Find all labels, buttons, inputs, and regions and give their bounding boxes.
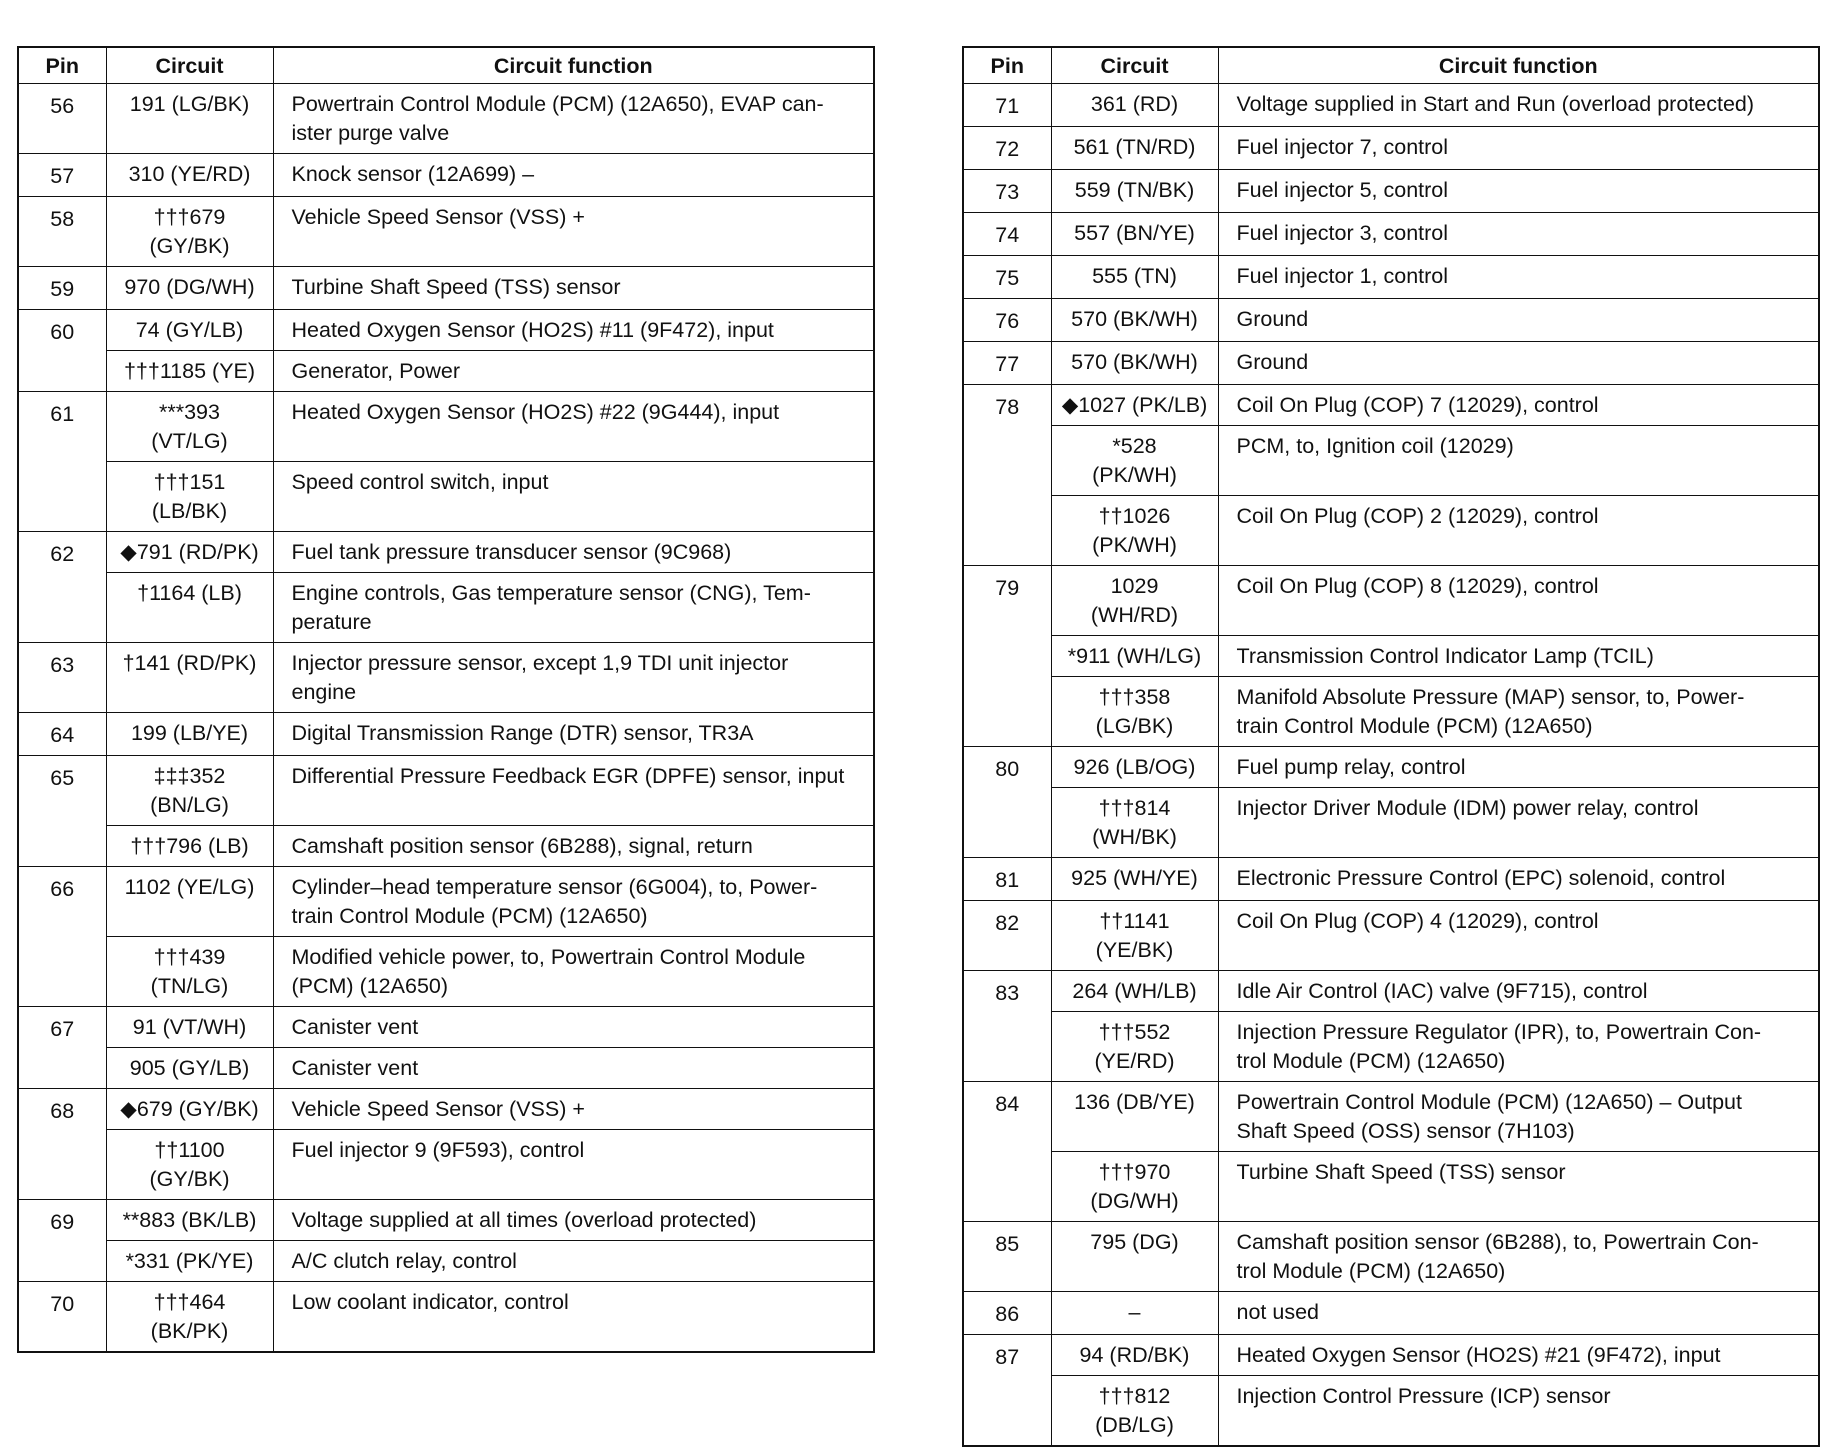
pin-number: 71	[963, 84, 1051, 127]
circuit-function: A/C clutch relay, control	[273, 1241, 874, 1282]
circuit-code: ‡‡‡352 (BN/LG)	[106, 756, 273, 826]
circuit-code: ◆1027 (PK/LB)	[1051, 385, 1218, 426]
circuit-code: 310 (YE/RD)	[106, 154, 273, 197]
pin-number: 67	[18, 1007, 106, 1089]
circuit-code: 557 (BN/YE)	[1051, 213, 1218, 256]
table-row	[963, 1222, 1819, 1292]
pin-number: 75	[963, 256, 1051, 299]
circuit-function: Knock sensor (12A699) –	[273, 154, 874, 197]
circuit-code: *528 (PK/WH)	[1051, 426, 1218, 496]
table-row	[18, 1130, 874, 1200]
circuit-code: 199 (LB/YE)	[106, 713, 273, 756]
pin-number: 79	[963, 566, 1051, 747]
pin-number: 64	[18, 713, 106, 756]
circuit-code: ††1026 (PK/WH)	[1051, 496, 1218, 566]
circuit-function: Vehicle Speed Sensor (VSS) +	[273, 1089, 874, 1130]
table-row	[963, 496, 1819, 566]
circuit-function: Heated Oxygen Sensor (HO2S) #22 (9G444), input	[273, 392, 874, 462]
circuit-code: ***393 (VT/LG)	[106, 392, 273, 462]
circuit-function: Fuel injector 3, control	[1218, 213, 1819, 256]
circuit-function: Ground	[1218, 342, 1819, 385]
circuit-code: 1029 (WH/RD)	[1051, 566, 1218, 636]
pin-number: 77	[963, 342, 1051, 385]
circuit-function: Voltage supplied at all times (overload protected)	[273, 1200, 874, 1241]
table-row	[18, 267, 874, 310]
table-row	[18, 756, 874, 826]
circuit-code: 559 (TN/BK)	[1051, 170, 1218, 213]
circuit-code: †††796 (LB)	[106, 826, 273, 867]
pin-table-right	[962, 46, 1820, 1447]
table-row	[963, 342, 1819, 385]
circuit-function: PCM, to, Ignition coil (12029)	[1218, 426, 1819, 496]
circuit-function: Fuel pump relay, control	[1218, 747, 1819, 788]
table-row	[18, 573, 874, 643]
table-body	[963, 84, 1819, 1447]
circuit-code: 795 (DG)	[1051, 1222, 1218, 1292]
pin-number: 78	[963, 385, 1051, 566]
table-row	[18, 1089, 874, 1130]
table-row	[18, 1007, 874, 1048]
circuit-function: Injection Pressure Regulator (IPR), to, Powertrain Con- trol Module (PCM) (12A650)	[1218, 1012, 1819, 1082]
circuit-code: †††151 (LB/BK)	[106, 462, 273, 532]
circuit-function: Generator, Power	[273, 351, 874, 392]
pin-number: 86	[963, 1292, 1051, 1335]
header-circuit: Circuit	[1051, 47, 1218, 84]
circuit-function: Fuel injector 9 (9F593), control	[273, 1130, 874, 1200]
table-row	[18, 351, 874, 392]
circuit-function: Camshaft position sensor (6B288), to, Powertrain Con- trol Module (PCM) (12A650)	[1218, 1222, 1819, 1292]
circuit-code: 570 (BK/WH)	[1051, 299, 1218, 342]
circuit-function: Engine controls, Gas temperature sensor (CNG), Tem- perature	[273, 573, 874, 643]
pin-number: 62	[18, 532, 106, 643]
circuit-code: 74 (GY/LB)	[106, 310, 273, 351]
table-row	[18, 84, 874, 154]
table-row	[963, 256, 1819, 299]
circuit-function: Turbine Shaft Speed (TSS) sensor	[273, 267, 874, 310]
table-row	[18, 867, 874, 937]
circuit-function: Powertrain Control Module (PCM) (12A650), EVAP can- ister purge valve	[273, 84, 874, 154]
circuit-code: 264 (WH/LB)	[1051, 971, 1218, 1012]
table-row	[963, 385, 1819, 426]
table-row	[18, 197, 874, 267]
table-row	[963, 127, 1819, 170]
circuit-function: Heated Oxygen Sensor (HO2S) #21 (9F472), input	[1218, 1335, 1819, 1376]
pin-number: 73	[963, 170, 1051, 213]
table-row	[963, 170, 1819, 213]
circuit-code: †141 (RD/PK)	[106, 643, 273, 713]
pin-number: 80	[963, 747, 1051, 858]
circuit-code: 926 (LB/OG)	[1051, 747, 1218, 788]
circuit-code: ◆679 (GY/BK)	[106, 1089, 273, 1130]
pin-number: 70	[18, 1282, 106, 1353]
circuit-code: –	[1051, 1292, 1218, 1335]
pin-number: 74	[963, 213, 1051, 256]
pin-number: 87	[963, 1335, 1051, 1447]
circuit-function: not used	[1218, 1292, 1819, 1335]
circuit-code: 970 (DG/WH)	[106, 267, 273, 310]
circuit-code: ◆791 (RD/PK)	[106, 532, 273, 573]
table-row	[963, 1376, 1819, 1447]
table-body	[18, 84, 874, 1353]
circuit-function: Canister vent	[273, 1007, 874, 1048]
table-row	[963, 1292, 1819, 1335]
table-row	[18, 937, 874, 1007]
circuit-code: †††679 (GY/BK)	[106, 197, 273, 267]
table-row	[963, 213, 1819, 256]
table-header-row	[18, 47, 874, 84]
pin-table-left	[17, 46, 875, 1353]
circuit-function: Injector Driver Module (IDM) power relay, control	[1218, 788, 1819, 858]
circuit-function: Modified vehicle power, to, Powertrain Control Module (PCM) (12A650)	[273, 937, 874, 1007]
circuit-code: 94 (RD/BK)	[1051, 1335, 1218, 1376]
circuit-function: Cylinder–head temperature sensor (6G004), to, Power- train Control Module (PCM) (12A650)	[273, 867, 874, 937]
circuit-code: †††358 (LG/BK)	[1051, 677, 1218, 747]
pin-number: 56	[18, 84, 106, 154]
table-row	[963, 1012, 1819, 1082]
pin-number: 66	[18, 867, 106, 1007]
pin-number: 61	[18, 392, 106, 532]
circuit-code: 925 (WH/YE)	[1051, 858, 1218, 901]
circuit-code: †††552 (YE/RD)	[1051, 1012, 1218, 1082]
pin-number: 65	[18, 756, 106, 867]
circuit-code: 561 (TN/RD)	[1051, 127, 1218, 170]
table-row	[963, 636, 1819, 677]
table-row	[18, 462, 874, 532]
circuit-function: Coil On Plug (COP) 4 (12029), control	[1218, 901, 1819, 971]
pin-number: 59	[18, 267, 106, 310]
table-row	[963, 1335, 1819, 1376]
circuit-code: †††812 (DB/LG)	[1051, 1376, 1218, 1447]
table-row	[963, 677, 1819, 747]
circuit-code: 555 (TN)	[1051, 256, 1218, 299]
table-row	[963, 1152, 1819, 1222]
header-circuit-function: Circuit function	[273, 47, 874, 84]
table-row	[963, 426, 1819, 496]
circuit-code: †††814 (WH/BK)	[1051, 788, 1218, 858]
circuit-code: †††1185 (YE)	[106, 351, 273, 392]
circuit-function: Low coolant indicator, control	[273, 1282, 874, 1353]
table-row	[18, 154, 874, 197]
circuit-function: Camshaft position sensor (6B288), signal, return	[273, 826, 874, 867]
table-row	[963, 971, 1819, 1012]
circuit-function: Coil On Plug (COP) 8 (12029), control	[1218, 566, 1819, 636]
circuit-code: †1164 (LB)	[106, 573, 273, 643]
pin-number: 82	[963, 901, 1051, 971]
circuit-function: Speed control switch, input	[273, 462, 874, 532]
table-row	[963, 566, 1819, 636]
table-row	[18, 1241, 874, 1282]
circuit-function: Idle Air Control (IAC) valve (9F715), control	[1218, 971, 1819, 1012]
circuit-function: Fuel injector 7, control	[1218, 127, 1819, 170]
circuit-function: Injection Control Pressure (ICP) sensor	[1218, 1376, 1819, 1447]
circuit-code: 191 (LG/BK)	[106, 84, 273, 154]
pin-number: 58	[18, 197, 106, 267]
circuit-function: Digital Transmission Range (DTR) sensor, TR3A	[273, 713, 874, 756]
circuit-code: †††439 (TN/LG)	[106, 937, 273, 1007]
circuit-function: Injector pressure sensor, except 1,9 TDI unit injector engine	[273, 643, 874, 713]
circuit-function: Voltage supplied in Start and Run (overload protected)	[1218, 84, 1819, 127]
circuit-code: 570 (BK/WH)	[1051, 342, 1218, 385]
pin-number: 76	[963, 299, 1051, 342]
circuit-function: Fuel injector 1, control	[1218, 256, 1819, 299]
table-row	[18, 713, 874, 756]
table-row	[18, 392, 874, 462]
pin-number: 57	[18, 154, 106, 197]
table-row	[18, 532, 874, 573]
pin-number: 68	[18, 1089, 106, 1200]
circuit-code: 91 (VT/WH)	[106, 1007, 273, 1048]
header-pin: Pin	[963, 47, 1051, 84]
circuit-code: ††1100 (GY/BK)	[106, 1130, 273, 1200]
circuit-function: Transmission Control Indicator Lamp (TCIL)	[1218, 636, 1819, 677]
circuit-function: Ground	[1218, 299, 1819, 342]
table-row	[963, 299, 1819, 342]
pin-number: 63	[18, 643, 106, 713]
circuit-code: ††1141 (YE/BK)	[1051, 901, 1218, 971]
circuit-function: Fuel tank pressure transducer sensor (9C968)	[273, 532, 874, 573]
pin-number: 72	[963, 127, 1051, 170]
circuit-function: Manifold Absolute Pressure (MAP) sensor, to, Power- train Control Module (PCM) (12A650)	[1218, 677, 1819, 747]
circuit-function: Fuel injector 5, control	[1218, 170, 1819, 213]
circuit-function: Heated Oxygen Sensor (HO2S) #11 (9F472), input	[273, 310, 874, 351]
circuit-code: 905 (GY/LB)	[106, 1048, 273, 1089]
circuit-function: Coil On Plug (COP) 2 (12029), control	[1218, 496, 1819, 566]
pin-number: 84	[963, 1082, 1051, 1222]
circuit-code: *911 (WH/LG)	[1051, 636, 1218, 677]
circuit-code: 1102 (YE/LG)	[106, 867, 273, 937]
table-row	[963, 747, 1819, 788]
circuit-function: Coil On Plug (COP) 7 (12029), control	[1218, 385, 1819, 426]
circuit-code: 136 (DB/YE)	[1051, 1082, 1218, 1152]
circuit-function: Powertrain Control Module (PCM) (12A650) – Output Shaft Speed (OSS) sensor (7H103)	[1218, 1082, 1819, 1152]
table-row	[18, 1282, 874, 1353]
pin-number: 85	[963, 1222, 1051, 1292]
circuit-function: Electronic Pressure Control (EPC) solenoid, control	[1218, 858, 1819, 901]
header-circuit: Circuit	[106, 47, 273, 84]
table-row	[18, 1048, 874, 1089]
table-row	[18, 826, 874, 867]
table-row	[963, 858, 1819, 901]
table-row	[963, 901, 1819, 971]
pin-number: 81	[963, 858, 1051, 901]
circuit-function: Vehicle Speed Sensor (VSS) +	[273, 197, 874, 267]
pin-number: 60	[18, 310, 106, 392]
table-row	[18, 1200, 874, 1241]
table-row	[18, 310, 874, 351]
table-row	[963, 1082, 1819, 1152]
pin-number: 69	[18, 1200, 106, 1282]
circuit-function: Turbine Shaft Speed (TSS) sensor	[1218, 1152, 1819, 1222]
circuit-code: **883 (BK/LB)	[106, 1200, 273, 1241]
pin-number: 83	[963, 971, 1051, 1082]
table-row	[18, 643, 874, 713]
circuit-function: Differential Pressure Feedback EGR (DPFE) sensor, input	[273, 756, 874, 826]
table-row	[963, 84, 1819, 127]
header-pin: Pin	[18, 47, 106, 84]
circuit-code: †††970 (DG/WH)	[1051, 1152, 1218, 1222]
table-header-row	[963, 47, 1819, 84]
circuit-function: Canister vent	[273, 1048, 874, 1089]
circuit-code: 361 (RD)	[1051, 84, 1218, 127]
table-row	[963, 788, 1819, 858]
header-circuit-function: Circuit function	[1218, 47, 1819, 84]
circuit-code: †††464 (BK/PK)	[106, 1282, 273, 1353]
circuit-code: *331 (PK/YE)	[106, 1241, 273, 1282]
